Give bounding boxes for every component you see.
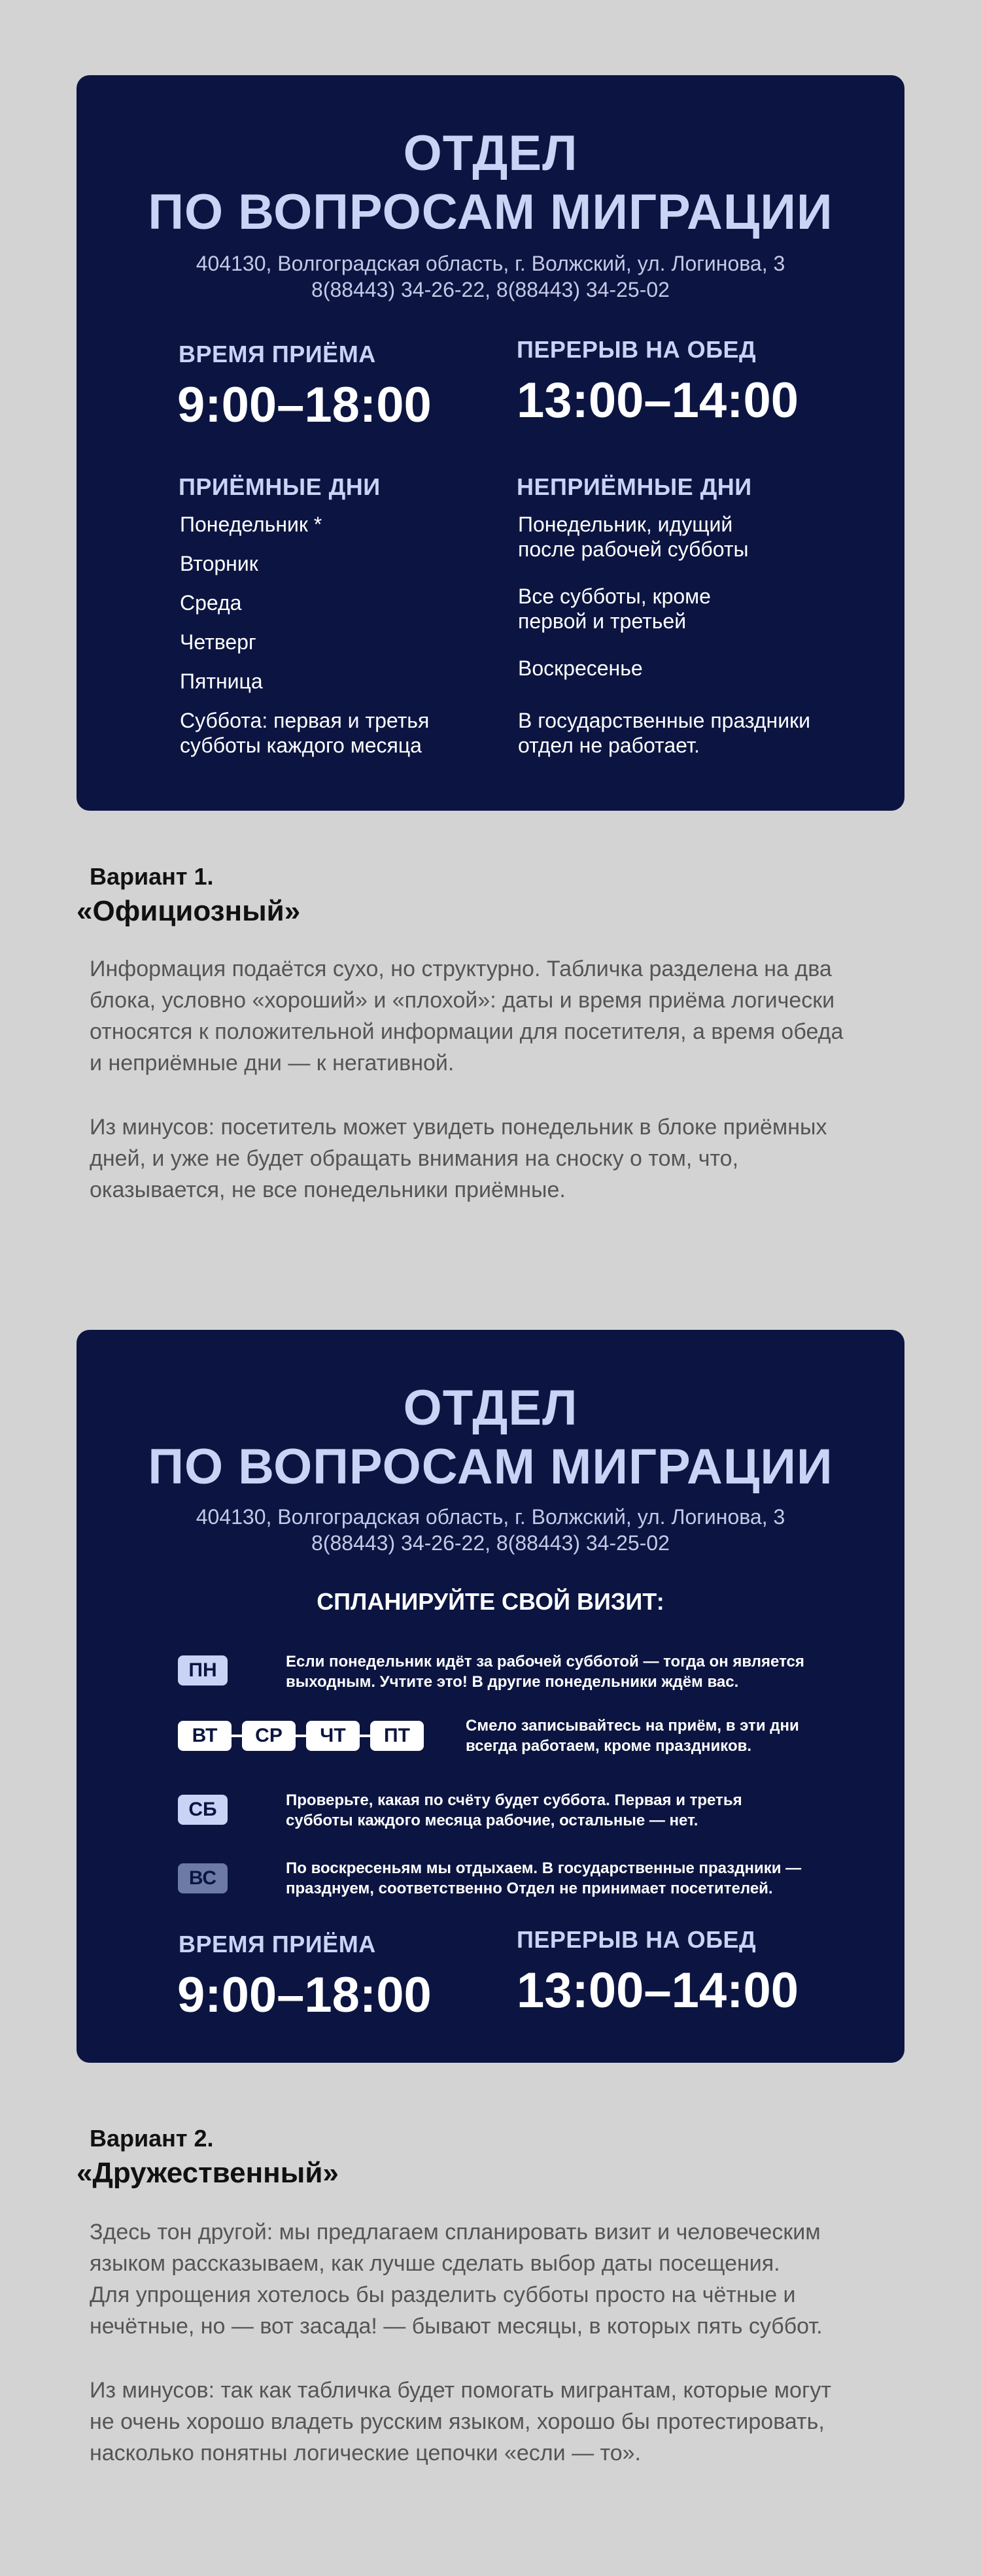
variant-1-description-p2: Из минусов: посетитель может увидеть понедельник в блоке приёмных дней, и уже не будет обращать внимания на сноску о том, что, оказывается, не все понедельники приёмные. (90, 1115, 827, 1202)
nonworking-days-label: НЕПРИЁМНЫЕ ДНИ (517, 473, 752, 500)
lunch-time: 13:00–14:00 (517, 373, 799, 428)
working-days-label: ПРИЁМНЫЕ ДНИ (179, 473, 381, 500)
reception-time: 9:00–18:00 (177, 377, 432, 433)
working-day-tuesday: Вторник (180, 552, 258, 575)
nonworking-day-saturdays: Все субботы, кроме первой и третьей (518, 585, 711, 633)
working-day-saturday: Суббота: первая и третья субботы каждого месяца (180, 709, 430, 757)
working-day-friday: Пятница (180, 669, 263, 693)
variant-2-description-p1: Здесь тон другой: мы предлагаем спланировать визит и человеческим языком рассказываем, как лучше сделать выбор даты посещения. Для упрощения хотелось бы разделить субботы просто на чётные и нечётные, но — вот засада! — бывают месяцы, в которых пять суббот. (90, 2220, 823, 2339)
monday-note: Если понедельник идёт за рабочей субботой — тогда он является выходным. Учтите это! В другие понедельники ждём вас. (286, 1653, 804, 1691)
day-badge-tuesday: ВТ (178, 1721, 232, 1751)
variant-2-description-p2: Из минусов: так как табличка будет помогать мигрантам, которые могут не очень хорошо владеть русским языком, хорошо бы протестировать, насколько понятны логические цепочки «если — то». (90, 2378, 831, 2466)
day-badge-wednesday: СР (242, 1721, 296, 1751)
plan-visit-title: СПЛАНИРУЙТЕ СВОЙ ВИЗИТ: (317, 1588, 664, 1615)
working-day-wednesday: Среда (180, 591, 242, 615)
day-connector (232, 1735, 242, 1737)
reception-label: ВРЕМЯ ПРИЁМА (179, 341, 376, 367)
nonworking-day-sunday: Воскресенье (518, 656, 643, 680)
day-badge-sunday: ВС (178, 1863, 228, 1893)
lunch-label: ПЕРЕРЫВ НА ОБЕД (517, 336, 757, 363)
day-badge-saturday: СБ (178, 1795, 228, 1825)
sign-variant-2 (77, 1330, 904, 2063)
weekdays-note: Смело записывайтесь на приём, в эти дни всегда работаем, кроме праздников. (466, 1717, 799, 1755)
day-badge-thursday: ЧТ (306, 1721, 360, 1751)
variant-1-name: «Официозный» (77, 895, 301, 927)
variant-2-name: «Дружественный» (77, 2157, 339, 2189)
nonworking-day-holidays: В государственные праздники отдел не работает. (518, 709, 810, 757)
nonworking-day-monday: Понедельник, идущий после рабочей субботы (518, 513, 749, 561)
lunch-label: ПЕРЕРЫВ НА ОБЕД (517, 1926, 757, 1953)
sign-title-line1: ОТДЕЛ (403, 126, 578, 181)
reception-time: 9:00–18:00 (177, 1967, 432, 2023)
variant-1-description-p1: Информация подаётся сухо, но структурно. Табличка разделена на два блока, условно «хороший» и «плохой»: даты и время приёма логически относятся к положительной информации для посетителя, а время обеда и неприёмные дни — к негативной. (90, 957, 844, 1076)
reception-label: ВРЕМЯ ПРИЁМА (179, 1931, 376, 1957)
sign-title-line2: ПО ВОПРОСАМ МИГРАЦИИ (148, 184, 833, 240)
sign-variant-1 (77, 75, 904, 811)
day-badge-friday: ПТ (370, 1721, 424, 1751)
day-connector (296, 1735, 306, 1737)
sign-title-line1: ОТДЕЛ (403, 1380, 578, 1436)
sign-title-line2: ПО ВОПРОСАМ МИГРАЦИИ (148, 1439, 833, 1495)
variant-2-number: Вариант 2. (90, 2125, 214, 2152)
sign-address: 404130, Волгоградская область, г. Волжский, ул. Логинова, 3 (196, 1505, 785, 1529)
saturday-note: Проверьте, какая по счёту будет суббота. Первая и третья субботы каждого месяца рабочие, остальные — нет. (286, 1791, 742, 1829)
lunch-time: 13:00–14:00 (517, 1963, 799, 2018)
working-day-monday: Понедельник * (180, 513, 322, 536)
sunday-note: По воскресеньям мы отдыхаем. В государственные праздники — празднуем, соответственно Отдел не принимает посетителей. (286, 1859, 802, 1897)
sign-phones: 8(88443) 34-26-22, 8(88443) 34-25-02 (311, 1531, 670, 1555)
day-connector (360, 1735, 370, 1737)
day-badge-monday: ПН (178, 1655, 228, 1686)
sign-address: 404130, Волгоградская область, г. Волжский, ул. Логинова, 3 (196, 252, 785, 275)
working-day-thursday: Четверг (180, 630, 256, 654)
sign-phones: 8(88443) 34-26-22, 8(88443) 34-25-02 (311, 278, 670, 301)
variant-1-number: Вариант 1. (90, 863, 214, 890)
